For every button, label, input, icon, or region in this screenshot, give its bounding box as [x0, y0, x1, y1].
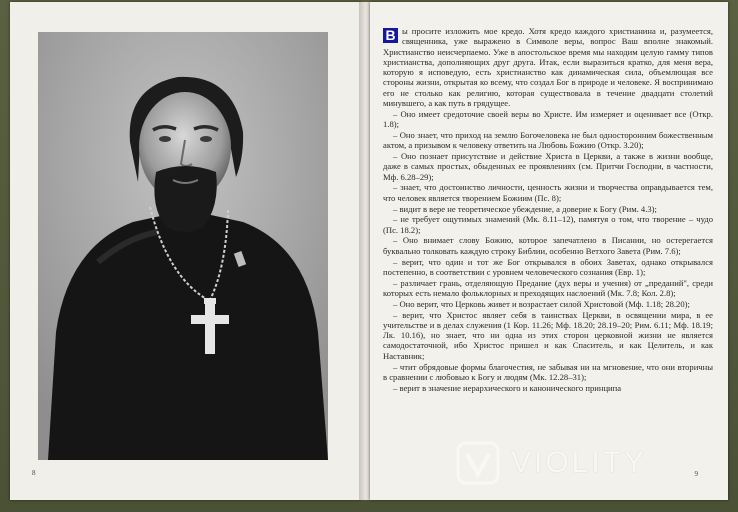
watermark-text: VIOLITY — [511, 446, 648, 479]
portrait-illustration — [38, 32, 328, 460]
dropcap-letter: В — [383, 28, 398, 43]
credo-item: – верит, что Христос являет себя в таинствах Церкви, в освящении мира, в ее учительстве и в делах служения (1 Кор. 11.26; Мф. 18.20; 28.19–20; Рим. 6.11; Мф. 18.19; Лк. 10.16), но знает, что ни одна из этих сторон церковной жизни не является самодостаточной, ибо Христос пришел и как Спаситель, и как Целитель, и как Наставник; — [383, 309, 713, 361]
priest-portrait-photo — [38, 32, 328, 460]
left-page-number: 8 — [32, 469, 36, 477]
violity-logo-icon — [455, 440, 501, 486]
credo-item: – видит в вере не теоретическое убеждение, а доверие к Богу (Рим. 4.3); — [393, 203, 657, 214]
right-page — [370, 2, 728, 500]
credo-item: – Оно знает, что приход на землю Богочеловека не был односторонним божественным актом, а призывом к человеку ответить на Любовь Божию (Откр. 3.20); — [383, 129, 713, 151]
left-page — [10, 2, 361, 500]
credo-item: – различает грань, отделяющую Предание (дух веры и учения) от „преданий", среди которых есть немало фольклорных и преходящих наслоений (Мк. 7.8; Кол. 2.8); — [383, 277, 713, 298]
credo-item: – верит в значение иерархического и канонического принципа — [393, 382, 622, 393]
violity-watermark — [455, 436, 725, 494]
credo-text-column — [383, 26, 713, 393]
intro-text: ы просите изложить мое кредо. Хотя кредо каждого христианина и, разумеется, священника, уже выражено в Символе веры, вопрос Ваш вполне знакомый. Христианство неисчерпаемо. Уже в апостольское время мы находим целую гамму типов христианства, дополняющих друг друга. Итак, если выразиться кратко, для меня вера, которую я исповедую, есть христианство как динамическая сила, объемлющая все стороны жизни, открытая ко всему, что создал Бог в природе и человеке. Я воспринимаю его не столько как религию, которая существовала в течение двадцати столетий минувшего, а как путь в грядущее. — [383, 26, 713, 109]
intro-paragraph — [383, 26, 713, 108]
credo-item: – Оно верит, что Церковь живет и возрастает силой Христовой (Мф. 1.18; 28.20); — [393, 298, 690, 309]
right-page-number: 9 — [694, 470, 698, 478]
credo-item: – Оно внимает слову Божию, которое запечатлено в Писании, но остерегается буквально толковать каждую строку Библии, особенно Ветхого Завета (Рим. 7.6); — [383, 235, 713, 256]
credo-item: – чтит обрядовые формы благочестия, не забывая ни на мгновение, что они вторичны в сравнении с любовью к Богу и людям (Мк. 12.28–31); — [383, 361, 713, 382]
credo-item: – Оно имеет средоточие своей веры во Христе. Им измеряет и оценивает все (Откр. 1.8); — [383, 108, 713, 130]
credo-item: – не требует ощутимых знамений (Мк. 8.11–12), памятуя о том, что творение – чудо (Пс. 18.2); — [383, 214, 713, 235]
credo-item: – знает, что достоинство личности, ценность жизни и творчества оправдывается тем, что человек является творением Божиим (Пс. 8); — [383, 182, 713, 203]
credo-item: – верит, что один и тот же Бог открывался в обоих Заветах, однако открывался постепенно, в соответствии с уровнем человеческого сознания (Евр. 1); — [383, 256, 713, 277]
credo-item: – Оно познает присутствие и действие Христа в Церкви, а также в жизни вообще, даже в самых простых, обыденных ее проявлениях (см. Притчи Господни, в частности, Мф. 6.28–29); — [383, 151, 713, 182]
